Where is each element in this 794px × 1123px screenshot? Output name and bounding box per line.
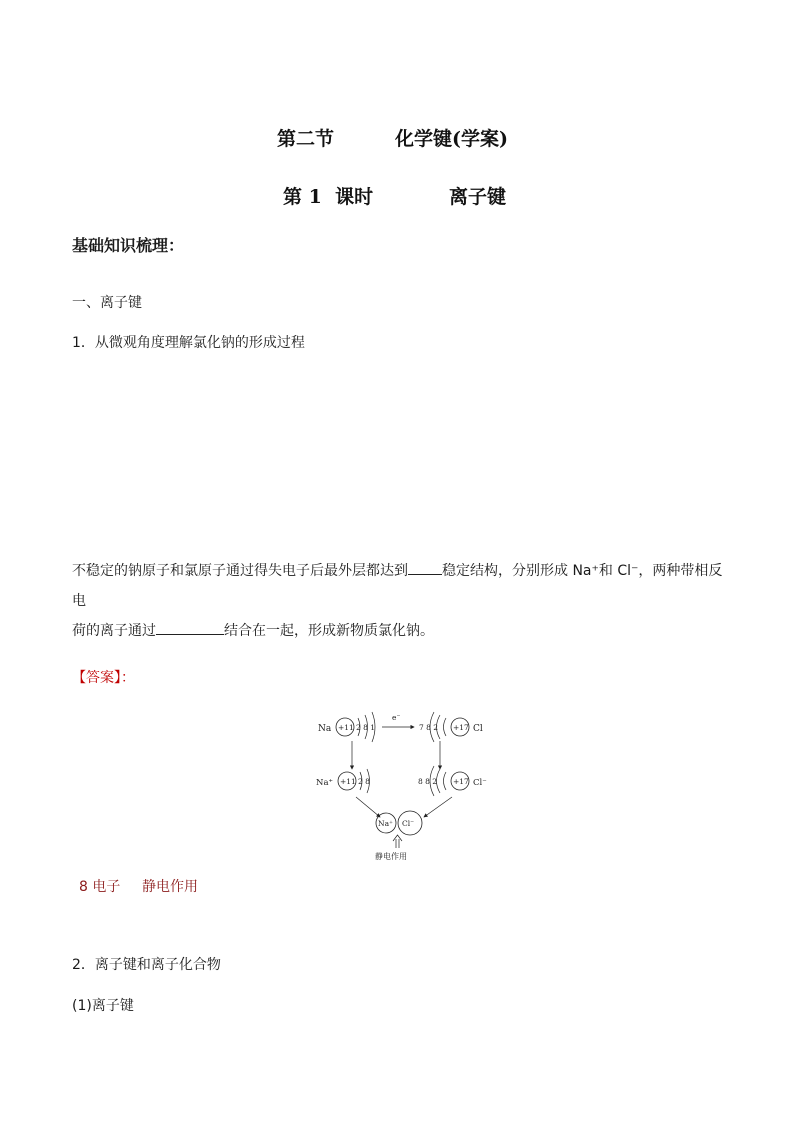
paragraph-segment-3: 荷的离子通过 — [72, 623, 156, 639]
item1-title: 1．从微观角度理解氯化钠的形成过程 — [72, 335, 305, 351]
cl-nucleus-charge: +17 — [453, 723, 469, 732]
cl-ion-small-label: Cl⁻ — [402, 819, 415, 828]
blank-1[interactable] — [408, 559, 442, 575]
answer-label — [72, 667, 135, 687]
paragraph-line-2 — [72, 616, 732, 646]
electron-label: e⁻ — [392, 713, 401, 722]
paragraph-segment-4: 结合在一起，形成新物质氯化钠。 — [224, 623, 434, 639]
cl-atom-label: Cl — [473, 724, 483, 734]
nacl-formation-diagram — [312, 705, 492, 865]
item2-title: 2．离子键和离子化合物 — [72, 957, 221, 973]
title-line1-part1: 第二节 — [277, 128, 335, 150]
answer-word: 答案 — [86, 670, 114, 686]
na-ion-shell-numbers: 2 8 — [358, 777, 370, 786]
cl-ion-shell-numbers: 8 8 2 — [418, 777, 438, 786]
cl-shell-numbers: 7 8 2 — [419, 723, 439, 732]
diagram-caption: 静电作用 — [375, 852, 407, 861]
subsection-1: (1)离子键 — [72, 998, 134, 1014]
blank-2[interactable] — [156, 619, 224, 635]
cl-ion-nucleus-charge: +17 — [453, 777, 469, 786]
answer-bracket-open: 【 — [72, 670, 86, 686]
na-ion-to-bond-arrow — [356, 797, 380, 817]
title-line1-part2: 化学键(学案) — [395, 128, 508, 150]
na-nucleus-charge: +11 — [338, 723, 354, 732]
cl-ion-to-bond-arrow — [424, 797, 452, 817]
na-shell-numbers: 2 8 1 — [356, 723, 376, 732]
na-ion-nucleus-charge: +11 — [340, 777, 356, 786]
answer-value-1: 8 电子 — [79, 879, 121, 895]
paragraph-segment-1: 不稳定的钠原子和氯原子通过得失电子后最外层都达到 — [72, 563, 408, 579]
na-atom-label: Na — [318, 724, 332, 734]
title-line2-part2: 离子键 — [449, 186, 507, 208]
na-ion-small-label: Na⁺ — [378, 819, 393, 828]
electrostatic-double-arrow — [393, 835, 402, 848]
paragraph-line-1 — [72, 556, 732, 616]
fill-in-paragraph — [72, 556, 732, 646]
cl-ion-label: Cl⁻ — [473, 778, 487, 788]
paragraph-segment-2: 稳定结构，分别形成 Na⁺和 Cl⁻，两种带相反电 — [72, 563, 723, 609]
answer-bracket-close: 】： — [114, 670, 135, 686]
na-ion-label: Na⁺ — [316, 778, 333, 788]
part-one-heading: 一、离子键 — [72, 295, 142, 311]
answer-value-2: 静电作用 — [142, 879, 198, 895]
section-heading: 基础知识梳理： — [72, 236, 185, 255]
title-line2-part1: 第 1 课时 — [283, 186, 374, 208]
